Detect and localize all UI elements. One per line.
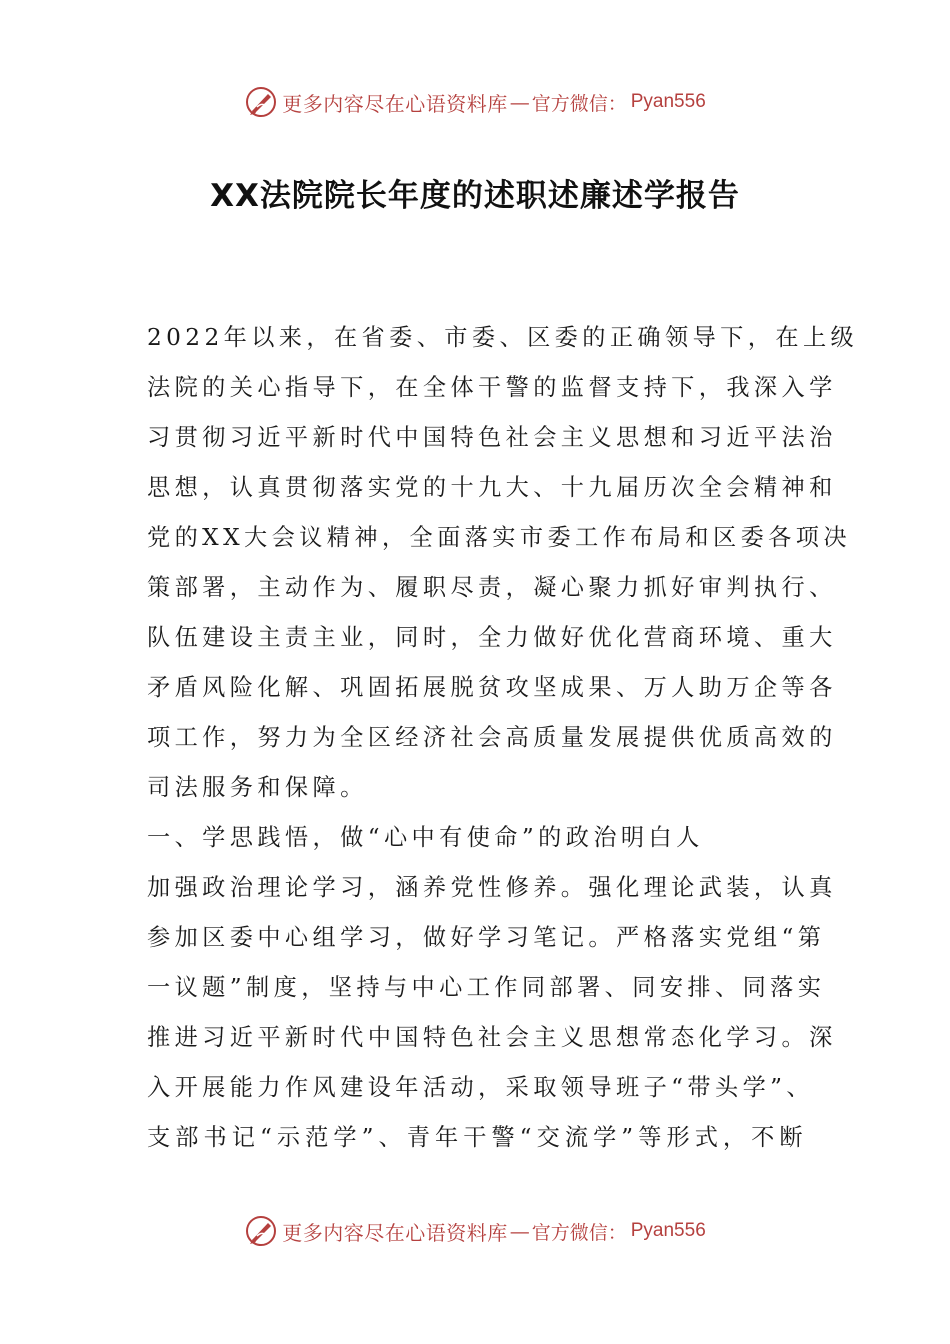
text-line: 2022年以来，在省委、市委、区委的正确领导下，在上级 <box>147 324 859 351</box>
footer-watermark-banner <box>0 1211 950 1251</box>
text-line: 司法服务和保障。 <box>147 774 368 801</box>
section-heading-text: 一、学思践悟，做“心中有使命”的政治明白人 <box>147 824 704 851</box>
banner-text: 更多内容尽在心语资料库 <box>282 1220 508 1245</box>
text-line: 党的XX大会议精神，全面落实市委工作布局和区委各项决 <box>147 524 851 551</box>
banner-wechat-label: 官方微信： <box>531 92 627 115</box>
banner-dash: — <box>509 1219 530 1243</box>
banner-dash: — <box>509 90 530 114</box>
banner-wechat-label: 官方微信： <box>531 1221 627 1244</box>
text-line: 法院的关心指导下，在全体干警的监督支持下，我深入学 <box>147 374 837 401</box>
pen-logo-icon <box>244 85 278 119</box>
document-title: XX法院院长年度的述职述廉述学报告 <box>210 178 740 214</box>
text-line: 入开展能力作风建设年活动，采取领导班子“带头学”、 <box>147 1074 815 1101</box>
text-line: 思想，认真贯彻落实党的十九大、十九届历次全会精神和 <box>147 474 837 501</box>
text-line: 推进习近平新时代中国特色社会主义思想常态化学习。深 <box>147 1024 837 1051</box>
text-line: 矛盾风险化解、巩固拓展脱贫攻坚成果、万人助万企等各 <box>147 674 837 701</box>
text-line: 加强政治理论学习，涵养党性修养。强化理论武装，认真 <box>147 874 837 901</box>
banner-wechat-id: Pyan556 <box>630 1220 706 1241</box>
text-line: 一议题”制度，坚持与中心工作同部署、同安排、同落实 <box>147 974 826 1001</box>
text-line: 习贯彻习近平新时代中国特色社会主义思想和习近平法治 <box>147 424 837 451</box>
text-line: 支部书记“示范学”、青年干警“交流学”等形式，不断 <box>147 1124 807 1151</box>
paragraph-intro <box>147 313 859 813</box>
text-line: 队伍建设主责主业，同时，全力做好优化营商环境、重大 <box>147 624 837 651</box>
paragraph-section1 <box>147 863 837 1163</box>
text-line: 策部署，主动作为、履职尽责，凝心聚力抓好审判执行、 <box>147 574 837 601</box>
banner-text: 更多内容尽在心语资料库 <box>282 91 508 116</box>
pen-logo-icon <box>244 1214 278 1248</box>
section-heading <box>147 813 807 863</box>
header-watermark-banner <box>0 82 950 122</box>
text-line: 项工作，努力为全区经济社会高质量发展提供优质高效的 <box>147 724 837 751</box>
text-line: 参加区委中心组学习，做好学习笔记。严格落实党组“第 <box>147 924 826 951</box>
document-body <box>147 313 859 1163</box>
banner-wechat-id: Pyan556 <box>630 91 706 112</box>
